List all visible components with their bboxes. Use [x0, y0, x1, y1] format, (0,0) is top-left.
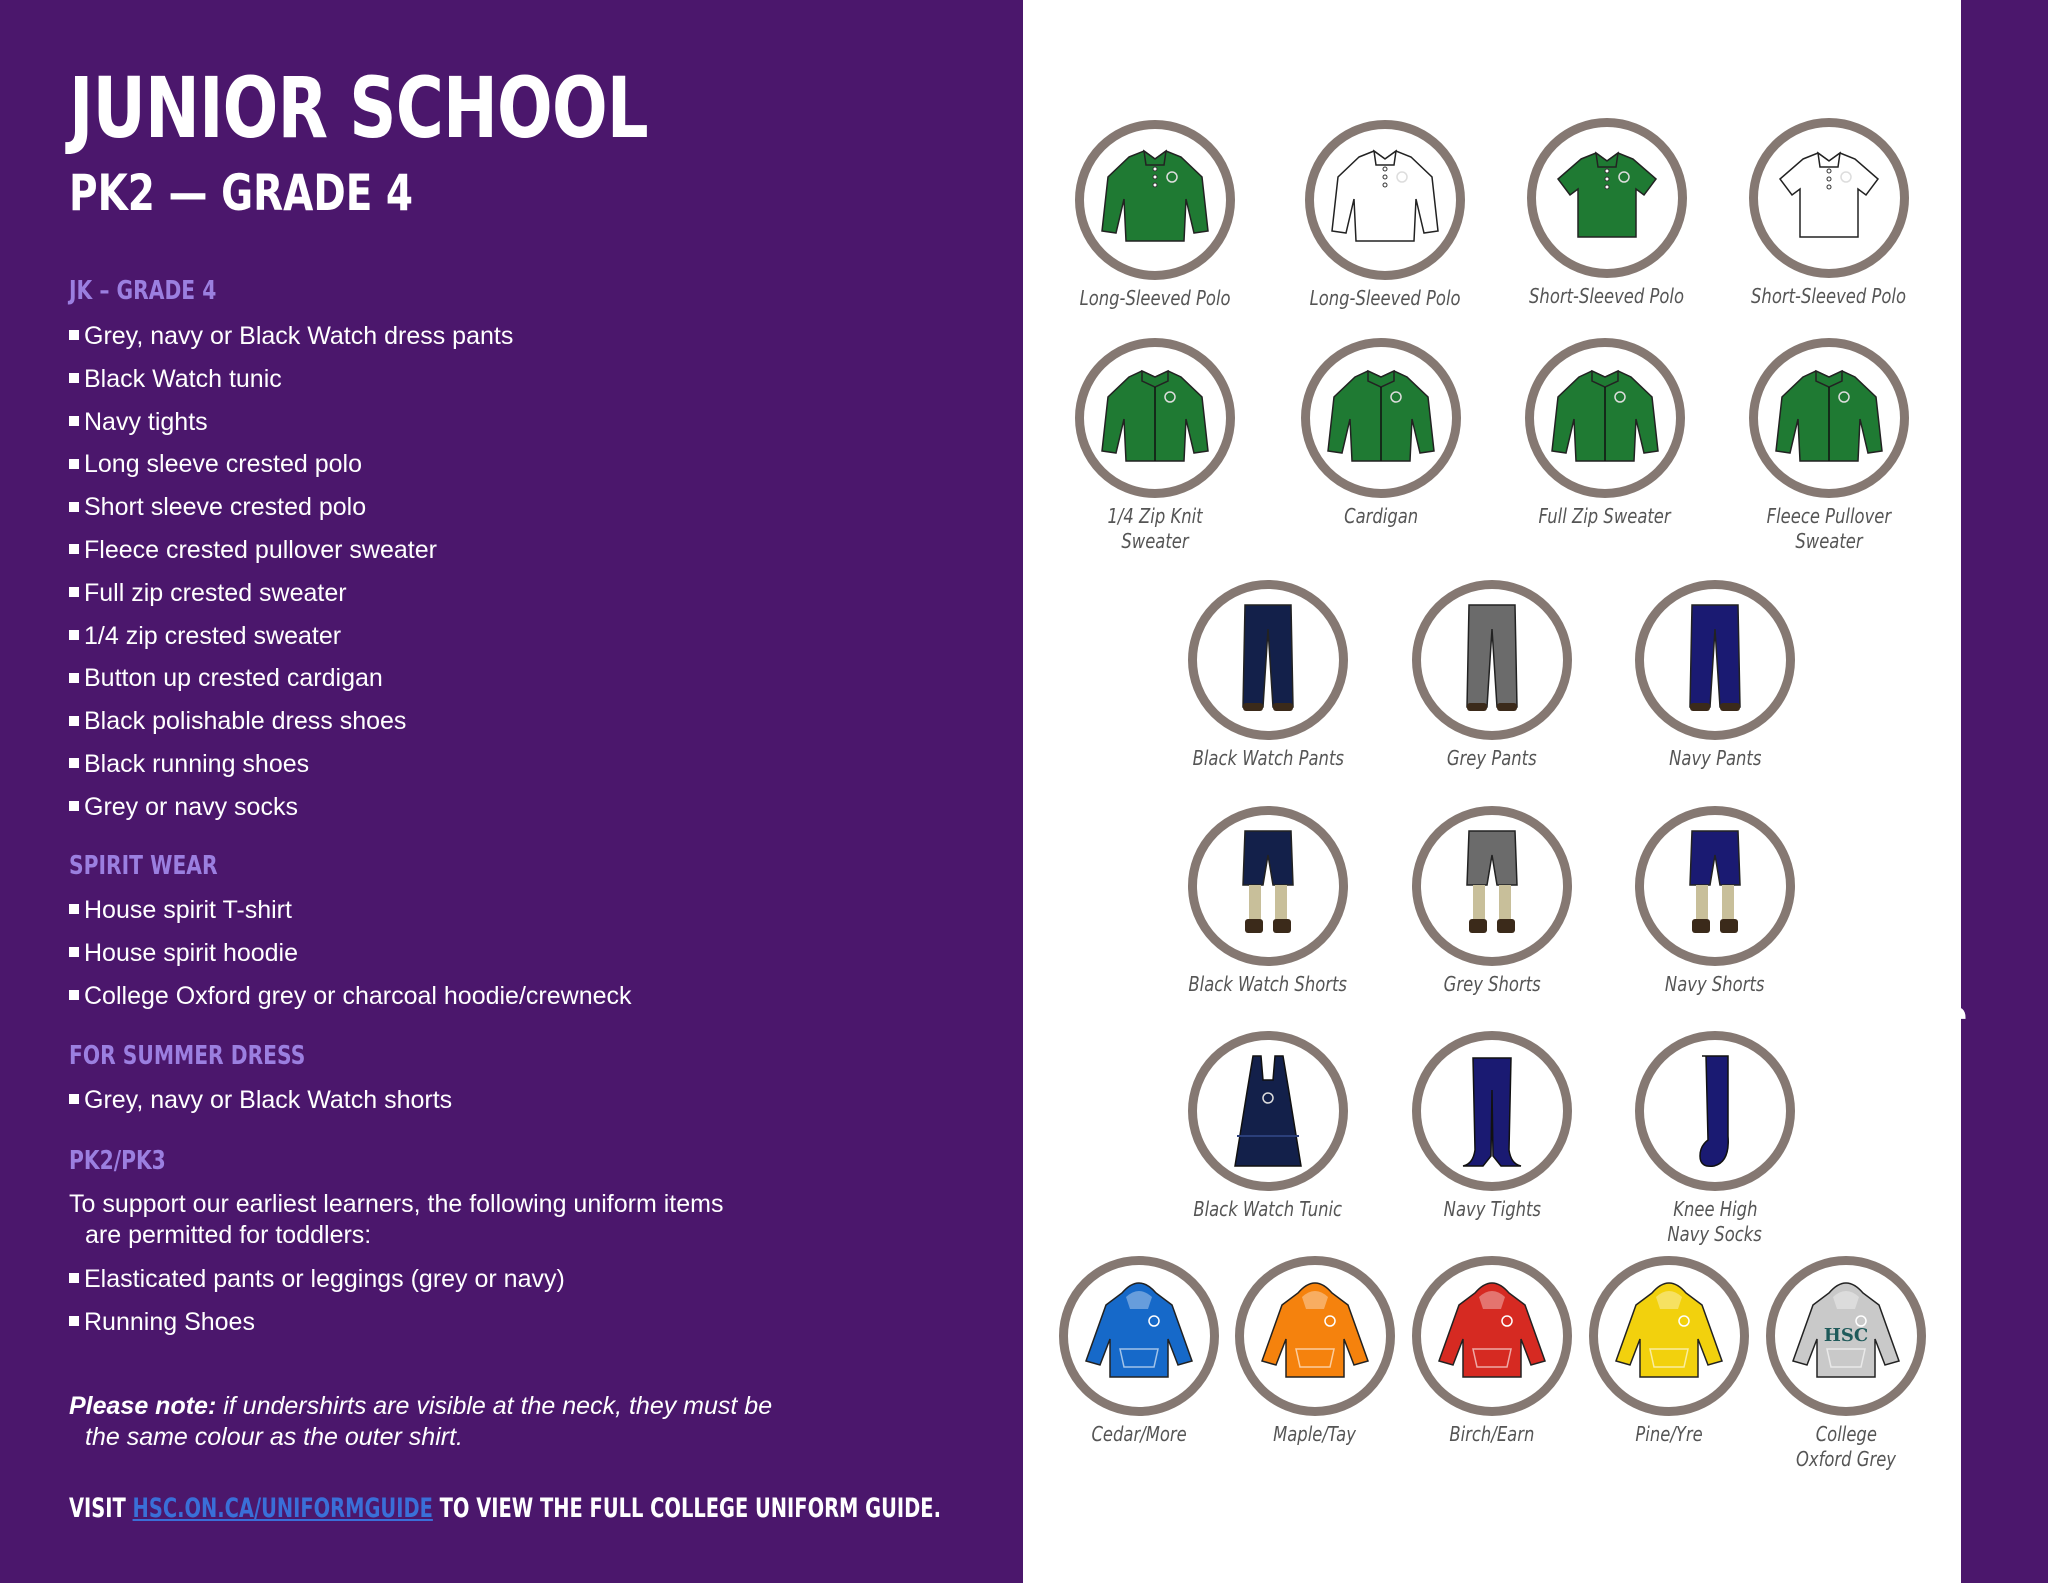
list-item-text: Grey or navy socks [84, 792, 298, 821]
legend-ring [1589, 1256, 1749, 1416]
legend-caption: Black Watch Pants [1192, 746, 1344, 770]
list-item-text: Long sleeve crested polo [84, 450, 362, 479]
black-watch-tunic-icon [1197, 1040, 1339, 1182]
legend-caption: Navy Pants [1668, 746, 1762, 770]
navy-pants-icon [1644, 589, 1786, 731]
legend-caption: Navy Tights [1443, 1197, 1541, 1221]
grey-shorts-icon [1421, 815, 1563, 957]
bullet-icon [69, 1094, 79, 1104]
legend-caption: Navy Socks [1667, 1222, 1763, 1246]
legend-ring [1412, 580, 1572, 740]
legend-item-black-watch-shorts [1173, 806, 1363, 997]
legend-item-navy-shorts [1620, 806, 1810, 997]
cardigan-icon [1310, 347, 1452, 489]
section-heading-spirit: SPIRIT WEAR [69, 851, 218, 881]
list-item [69, 975, 632, 1018]
legend-item-full-zip-sweater [1510, 338, 1700, 529]
bullet-icon [69, 947, 79, 957]
black-watch-pants-icon [1197, 589, 1339, 731]
note-text: if undershirts are visible at the neck, they must be [216, 1392, 773, 1420]
list-item [69, 615, 513, 658]
bullet-icon [69, 416, 79, 426]
bullet-icon [69, 544, 79, 554]
legend-caption: Birch/Earn [1449, 1422, 1535, 1446]
legend-caption: Fleece Pullover [1766, 504, 1892, 528]
list-item-text: Running Shoes [84, 1307, 255, 1336]
legend-caption: Short-Sleeved Polo [1529, 284, 1685, 308]
page-title: JUNIOR SCHOOL [69, 59, 648, 157]
legend-item-college-oxford-grey-hoodie [1751, 1256, 1941, 1472]
list-item-text: College Oxford grey or charcoal hoodie/crewneck [84, 981, 632, 1010]
yellow-hoodie-icon [1598, 1265, 1740, 1407]
legend-item-navy-pants [1620, 580, 1810, 771]
green-long-sleeved-polo-icon [1084, 129, 1226, 271]
list-item-text: Full zip crested sweater [84, 578, 347, 607]
bullet-icon [69, 330, 79, 340]
blue-hoodie-icon [1068, 1265, 1210, 1407]
list-item-text: Grey, navy or Black Watch dress pants [84, 322, 514, 350]
note [69, 1391, 869, 1453]
list-item [69, 529, 513, 572]
legend-ring [1412, 1031, 1572, 1191]
list-item [69, 889, 632, 932]
legend-item-grey-shorts [1397, 806, 1587, 997]
left-panel [0, 0, 1023, 1583]
legend-ring [1412, 1256, 1572, 1416]
list-item [69, 1301, 565, 1344]
legend-ring [1188, 1031, 1348, 1191]
bullet-icon [69, 502, 79, 512]
legend-ring [1301, 338, 1461, 498]
legend-title-text: JUNIOR SCHOOL UNIFORM LEGEND [1913, 304, 1967, 1017]
legend-item-long-sleeved-polo-green [1060, 120, 1250, 311]
jk-item-list [69, 315, 513, 829]
legend-ring [1188, 580, 1348, 740]
list-item [69, 443, 513, 486]
list-item [69, 315, 513, 358]
visit-line [69, 1495, 941, 1522]
legend-item-fleece-pullover [1734, 338, 1924, 554]
list-item-text: Black Watch tunic [84, 364, 282, 393]
legend-item-navy-tights [1397, 1031, 1587, 1222]
legend-item-cardigan [1286, 338, 1476, 529]
note-text: the same colour as the outer shirt. [85, 1423, 463, 1451]
list-item-text: Black polishable dress shoes [84, 707, 407, 736]
bullet-icon [69, 758, 79, 768]
legend-ring [1635, 1031, 1795, 1191]
list-item [69, 1258, 565, 1301]
legend-item-grey-pants [1397, 580, 1587, 771]
legend-caption: Sweater [1121, 529, 1189, 553]
list-item-text: Elasticated pants or leggings (grey or navy) [84, 1265, 565, 1293]
legend-item-quarter-zip-sweater [1060, 338, 1250, 554]
summer-item-list [69, 1079, 452, 1122]
white-long-sleeved-polo-icon [1314, 129, 1456, 271]
legend-item-short-sleeved-polo-white [1734, 118, 1924, 309]
list-item [69, 932, 632, 975]
legend-ring [1749, 338, 1909, 498]
list-item [69, 401, 513, 444]
list-item-text: 1/4 zip crested sweater [84, 621, 342, 650]
bullet-icon [69, 459, 79, 469]
uniform-guide-link[interactable]: HSC.ON.CA/UNIFORMGUIDE [132, 1493, 433, 1524]
legend-caption: Long-Sleeved Polo [1309, 286, 1461, 310]
legend-ring [1075, 338, 1235, 498]
legend-ring [1749, 118, 1909, 278]
pk-intro-line: To support our earliest learners, the following uniform items [69, 1190, 724, 1218]
list-item [69, 743, 513, 786]
list-item-text: Grey, navy or Black Watch shorts [84, 1086, 453, 1114]
legend-item-long-sleeved-polo-white [1290, 120, 1480, 311]
bullet-icon [69, 904, 79, 914]
navy-shorts-icon [1644, 815, 1786, 957]
legend-ring [1412, 806, 1572, 966]
legend-caption: Cardigan [1343, 504, 1419, 528]
visit-suffix: TO VIEW THE FULL COLLEGE UNIFORM GUIDE. [432, 1493, 941, 1524]
legend-caption: Knee High [1672, 1197, 1758, 1221]
legend-caption: Black Watch Shorts [1188, 972, 1348, 996]
list-item [69, 572, 513, 615]
legend-caption: Grey Shorts [1443, 972, 1541, 996]
bullet-icon [69, 630, 79, 640]
pk-intro [69, 1189, 829, 1251]
legend-caption: Maple/Tay [1273, 1422, 1357, 1446]
note-label: Please note: [69, 1392, 217, 1420]
legend-item-short-sleeved-polo-green [1512, 118, 1702, 309]
legend-caption: Full Zip Sweater [1538, 504, 1672, 528]
list-item-text: Button up crested cardigan [84, 664, 383, 693]
legend-ring [1059, 1256, 1219, 1416]
legend-ring [1635, 806, 1795, 966]
legend-ring [1235, 1256, 1395, 1416]
fleece-pullover-icon [1758, 347, 1900, 489]
grey-hoodie-icon [1775, 1265, 1917, 1407]
spirit-item-list [69, 889, 632, 1017]
legend-caption: Long-Sleeved Polo [1079, 286, 1231, 310]
list-item-text: Black running shoes [84, 749, 310, 778]
legend-caption: Grey Pants [1447, 746, 1537, 770]
legend-caption: 1/4 Zip Knit [1107, 504, 1203, 528]
legend-ring [1766, 1256, 1926, 1416]
legend-caption: Black Watch Tunic [1193, 1197, 1343, 1221]
legend-caption: Sweater [1795, 529, 1863, 553]
legend-caption: Navy Shorts [1665, 972, 1765, 996]
legend-caption: Cedar/More [1091, 1422, 1187, 1446]
legend-ring [1075, 120, 1235, 280]
black-watch-shorts-icon [1197, 815, 1339, 957]
bullet-icon [69, 673, 79, 683]
list-item-text: House spirit T-shirt [84, 896, 292, 924]
bullet-icon [69, 373, 79, 383]
bullet-icon [69, 716, 79, 726]
bullet-icon [69, 587, 79, 597]
navy-tights-icon [1421, 1040, 1563, 1182]
legend-ring [1527, 118, 1687, 278]
navy-sock-icon [1644, 1040, 1786, 1182]
legend-item-black-watch-tunic [1173, 1031, 1363, 1222]
legend-caption: College [1815, 1422, 1877, 1446]
right-bar [1961, 0, 2048, 1583]
red-hoodie-icon [1421, 1265, 1563, 1407]
legend-caption: Oxford Grey [1795, 1447, 1897, 1471]
legend-item-knee-high-navy-socks [1620, 1031, 1810, 1247]
list-item [69, 657, 513, 700]
pk-intro-line: are permitted for toddlers: [85, 1221, 372, 1249]
list-item-text: Fleece crested pullover sweater [84, 535, 437, 564]
legend-item-black-watch-pants [1173, 580, 1363, 771]
page-subtitle: PK2 — GRADE 4 [69, 164, 414, 222]
grey-pants-icon [1421, 589, 1563, 731]
legend-ring [1525, 338, 1685, 498]
visit-prefix: VISIT [69, 1493, 133, 1524]
bullet-icon [69, 801, 79, 811]
list-item-text: Short sleeve crested polo [84, 493, 367, 522]
quarter-zip-sweater-icon [1084, 347, 1226, 489]
bullet-icon [69, 1273, 79, 1283]
bullet-icon [69, 1316, 79, 1326]
legend-caption: Short-Sleeved Polo [1751, 284, 1907, 308]
list-item [69, 486, 513, 529]
legend-ring [1188, 806, 1348, 966]
list-item [69, 1079, 452, 1122]
full-zip-sweater-icon [1534, 347, 1676, 489]
list-item [69, 700, 513, 743]
green-short-sleeved-polo-icon [1536, 127, 1678, 269]
list-item-text: House spirit hoodie [84, 938, 299, 967]
legend-ring [1635, 580, 1795, 740]
list-item [69, 358, 513, 401]
hoodie-hsc-text: HSC [1823, 1325, 1869, 1346]
bullet-icon [69, 990, 79, 1000]
list-item [69, 786, 513, 829]
pk-item-list [69, 1258, 565, 1344]
white-short-sleeved-polo-icon [1758, 127, 1900, 269]
section-heading-summer: FOR SUMMER DRESS [69, 1041, 306, 1071]
legend-ring [1305, 120, 1465, 280]
section-heading-pk: PK2/PK3 [69, 1146, 166, 1176]
orange-hoodie-icon [1244, 1265, 1386, 1407]
legend-caption: Pine/Yre [1635, 1422, 1703, 1446]
section-heading-jk: JK – GRADE 4 [69, 276, 217, 306]
list-item-text: Navy tights [84, 407, 208, 436]
